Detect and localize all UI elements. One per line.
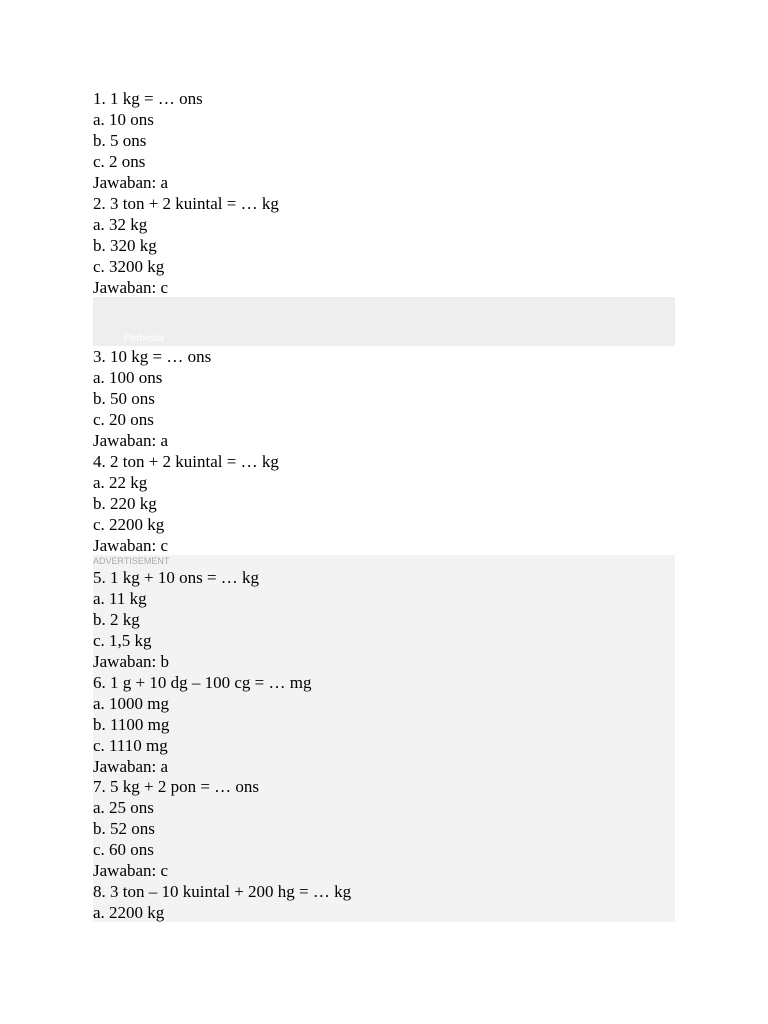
question-7-option-c: c. 60 ons — [93, 840, 154, 859]
question-2-option-c: c. 3200 kg — [93, 257, 165, 276]
question-2-option-b: b. 320 kg — [93, 236, 157, 255]
perbesar-label[interactable]: Perbesar — [124, 333, 165, 344]
question-1-option-a: a. 10 ons — [93, 110, 154, 129]
question-5-text: 5. 1 kg + 10 ons = … kg — [93, 568, 260, 587]
advertisement-label: ADVERTISEMENT — [93, 556, 170, 566]
question-2-answer: Jawaban: c — [93, 278, 169, 297]
question-6-text: 6. 1 g + 10 dg – 100 cg = … mg — [93, 673, 312, 692]
question-4-option-c: c. 2200 kg — [93, 515, 165, 534]
question-1-option-b: b. 5 ons — [93, 131, 147, 150]
question-6-option-b: b. 1100 mg — [93, 715, 170, 734]
question-4-answer: Jawaban: c — [93, 536, 169, 555]
ad-banner-1[interactable] — [93, 297, 675, 346]
question-4-text: 4. 2 ton + 2 kuintal = … kg — [93, 452, 279, 471]
question-2-option-a: a. 32 kg — [93, 215, 148, 234]
question-3-text: 3. 10 kg = … ons — [93, 347, 212, 366]
question-5-option-b: b. 2 kg — [93, 610, 140, 629]
question-4-option-b: b. 220 kg — [93, 494, 157, 513]
question-3-option-c: c. 20 ons — [93, 410, 154, 429]
question-3-answer: Jawaban: a — [93, 431, 169, 450]
question-5-option-c: c. 1,5 kg — [93, 631, 152, 650]
question-8-option-a: a. 2200 kg — [93, 903, 165, 922]
question-7-option-a: a. 25 ons — [93, 798, 154, 817]
ad-banner-2 — [93, 555, 675, 922]
question-8-text: 8. 3 ton – 10 kuintal + 200 hg = … kg — [93, 882, 352, 901]
question-6-option-a: a. 1000 mg — [93, 694, 170, 713]
question-7-option-b: b. 52 ons — [93, 819, 155, 838]
question-2-text: 2. 3 ton + 2 kuintal = … kg — [93, 194, 279, 213]
question-5-option-a: a. 11 kg — [93, 589, 147, 608]
question-6-answer: Jawaban: a — [93, 757, 169, 776]
question-1-option-c: c. 2 ons — [93, 152, 146, 171]
question-1-text: 1. 1 kg = … ons — [93, 89, 203, 108]
question-1-answer: Jawaban: a — [93, 173, 169, 192]
question-7-answer: Jawaban: c — [93, 861, 169, 880]
question-5-answer: Jawaban: b — [93, 652, 170, 671]
question-7-text: 7. 5 kg + 2 pon = … ons — [93, 777, 260, 796]
question-3-option-a: a. 100 ons — [93, 368, 163, 387]
question-6-option-c: c. 1110 mg — [93, 736, 168, 755]
question-4-option-a: a. 22 kg — [93, 473, 148, 492]
question-3-option-b: b. 50 ons — [93, 389, 155, 408]
